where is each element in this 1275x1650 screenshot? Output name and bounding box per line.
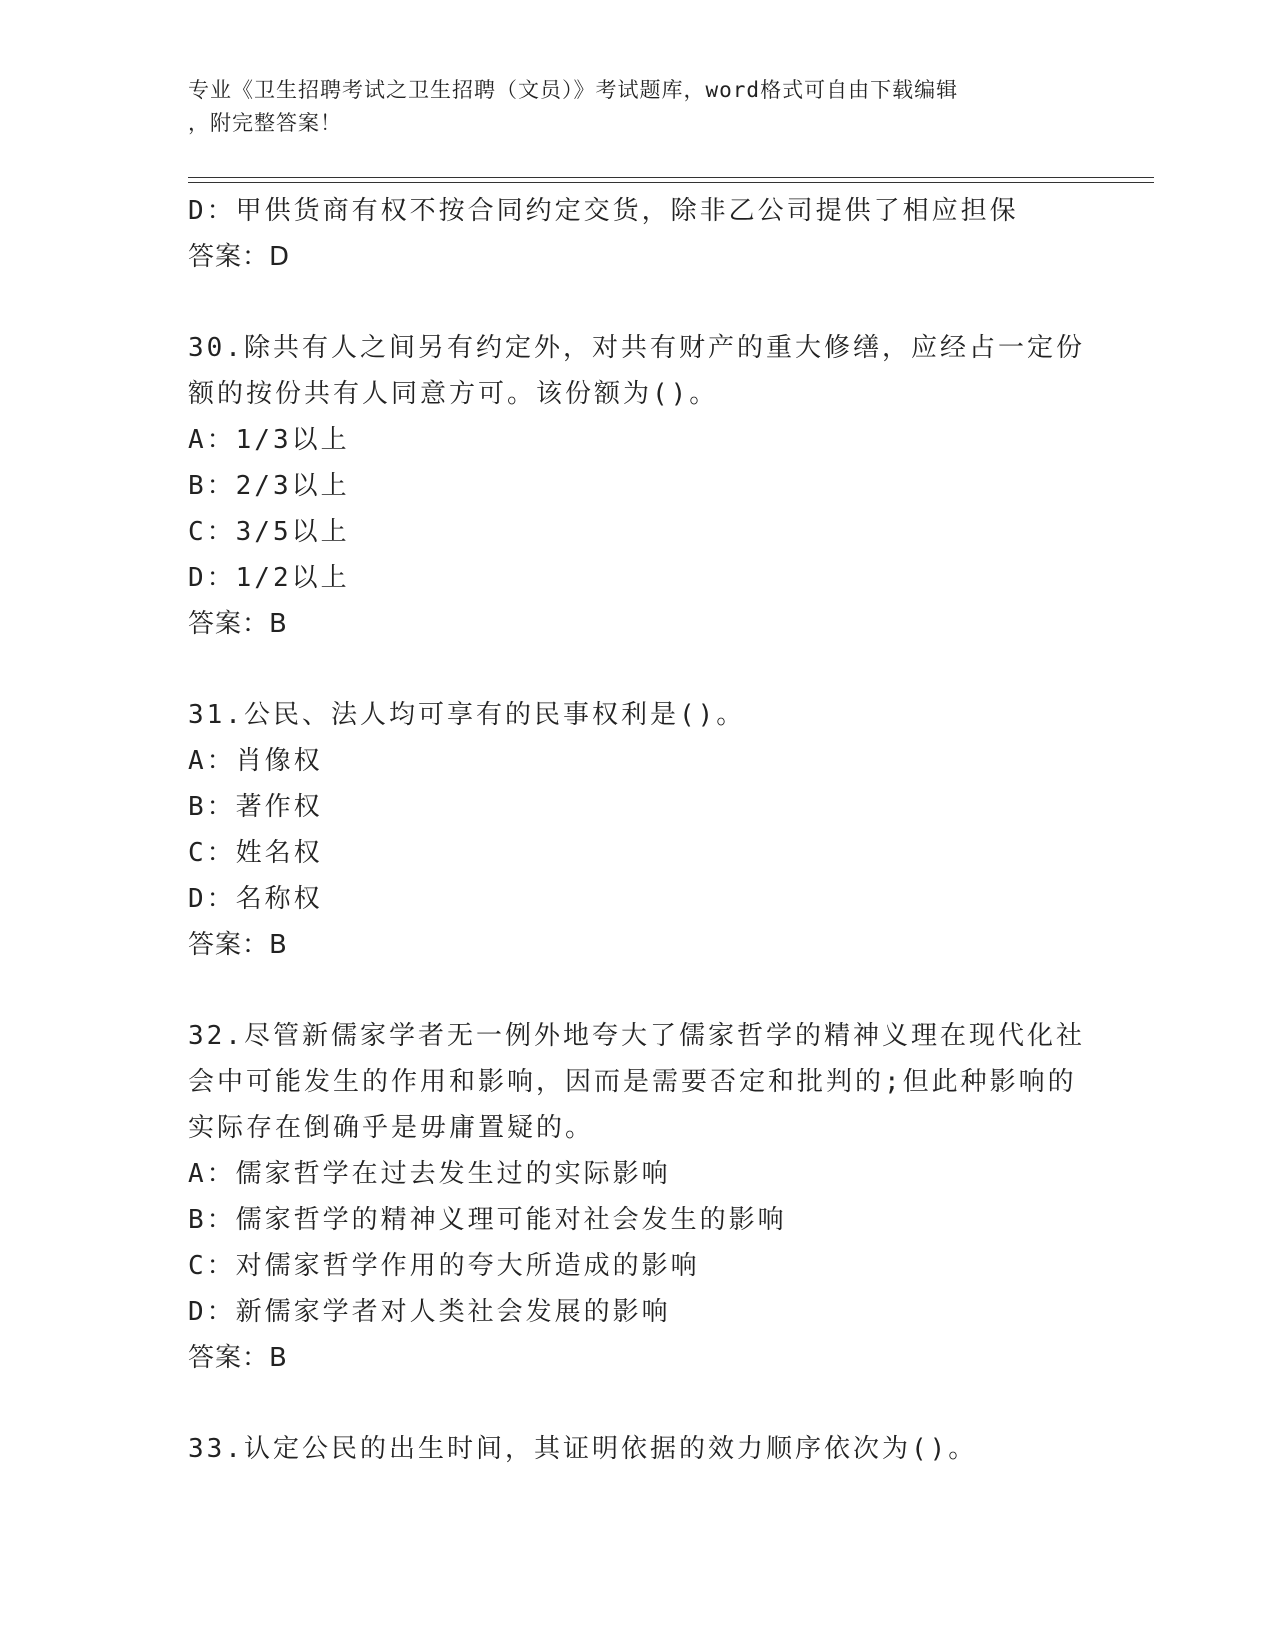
option-a: A：儒家哲学在过去发生过的实际影响 <box>188 1159 671 1189</box>
option-c: C：3/5以上 <box>188 517 350 547</box>
question-text: 额的按份共有人同意方可。该份额为()。 <box>188 379 719 409</box>
header-line-1: 专业《卫生招聘考试之卫生招聘（文员）》考试题库，word格式可自由下载编辑 <box>188 78 959 102</box>
option-a: A：肖像权 <box>188 746 323 776</box>
header-divider-bottom <box>188 182 1154 183</box>
question-text: 30.除共有人之间另有约定外，对共有财产的重大修缮，应经占一定份 <box>188 333 1085 363</box>
option-b: B：2/3以上 <box>188 471 350 501</box>
answer: 答案：B <box>188 930 288 960</box>
question-32 <box>188 1013 1088 1381</box>
question-text: 33.认定公民的出生时间，其证明依据的效力顺序依次为()。 <box>188 1434 978 1464</box>
option-b: B：儒家哲学的精神义理可能对社会发生的影响 <box>188 1205 787 1235</box>
question-text: 实际存在倒确乎是毋庸置疑的。 <box>188 1113 595 1143</box>
question-31 <box>188 692 1088 968</box>
answer: 答案：B <box>188 1343 288 1373</box>
question-list <box>188 188 1088 1472</box>
option-b: B：著作权 <box>188 792 323 822</box>
option-a: A：1/3以上 <box>188 425 350 455</box>
question-text: 会中可能发生的作用和影响，因而是需要否定和批判的;但此种影响的 <box>188 1067 1077 1097</box>
answer: 答案：D <box>188 242 291 272</box>
previous-question-tail <box>188 188 1088 280</box>
answer: 答案：B <box>188 609 288 639</box>
question-text: 31.公民、法人均可享有的民事权利是()。 <box>188 700 746 730</box>
header-line-2: ，附完整答案！ <box>188 111 342 135</box>
option-d: D：新儒家学者对人类社会发展的影响 <box>188 1297 671 1327</box>
header-divider-top <box>188 177 1154 178</box>
option-d: D：名称权 <box>188 884 323 914</box>
option-c: C：姓名权 <box>188 838 323 868</box>
question-text: 32.尽管新儒家学者无一例外地夸大了儒家哲学的精神义理在现代化社 <box>188 1021 1085 1051</box>
question-33 <box>188 1426 1088 1472</box>
option-d: D：甲供货商有权不按合同约定交货，除非乙公司提供了相应担保 <box>188 196 1019 226</box>
option-c: C：对儒家哲学作用的夸大所造成的影响 <box>188 1251 700 1281</box>
option-d: D：1/2以上 <box>188 563 350 593</box>
document-header <box>188 74 1068 140</box>
question-30 <box>188 325 1088 647</box>
